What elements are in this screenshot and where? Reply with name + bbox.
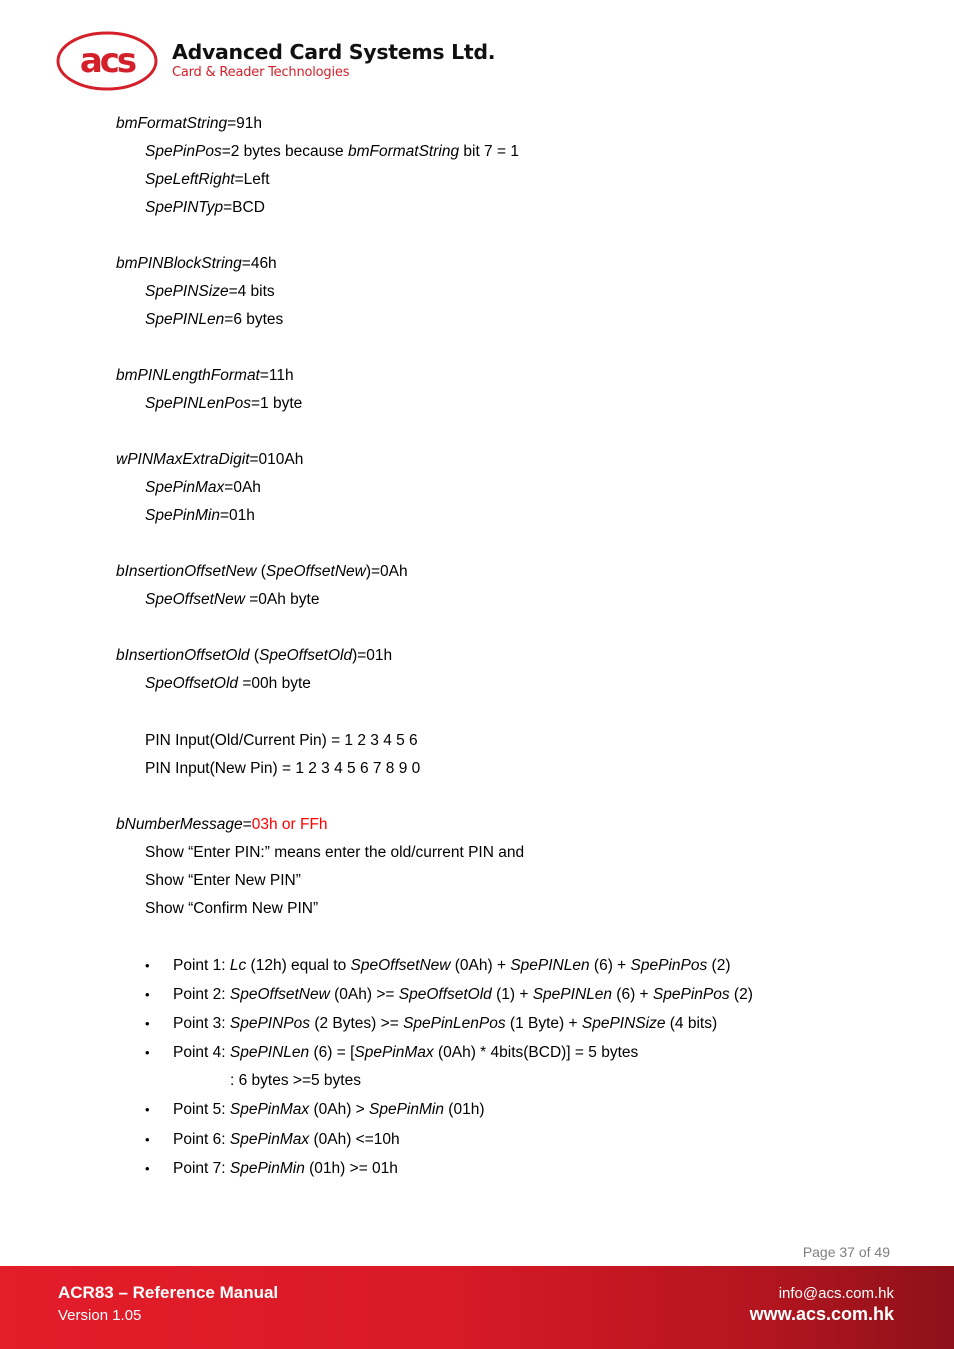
left-right-line: SpeLeftRight=Left — [145, 171, 270, 188]
bullet-icon: • — [145, 958, 150, 973]
show-enter-pin-line: Show “Enter PIN:” means enter the old/current PIN and — [145, 844, 525, 861]
bullet-icon: • — [145, 1161, 150, 1176]
offset-new-line: SpeOffsetNew =0Ah byte — [145, 591, 320, 608]
pin-max-extra-digit-line: wPINMaxExtraDigit=010Ah — [116, 451, 304, 468]
acs-logo — [55, 30, 159, 97]
footer-bar — [0, 1266, 954, 1349]
website-link: www.acs.com.hk — [749, 1304, 894, 1324]
pin-size-line: SpePINSize=4 bits — [145, 283, 275, 300]
contact-email: info@acs.com.hk — [778, 1285, 894, 1302]
pin-max-line: SpePinMax=0Ah — [145, 479, 261, 496]
insertion-offset-new-line: bInsertionOffsetNew (SpeOffsetNew)=0Ah — [116, 563, 408, 580]
pin-len-pos-line: SpePINLenPos=1 byte — [145, 395, 303, 412]
pin-len-line: SpePINLen=6 bytes — [145, 311, 284, 328]
offset-old-line: SpeOffsetOld =00h byte — [145, 675, 311, 692]
pin-pos-line: SpePinPos=2 bytes because bmFormatString bit 7 = 1 — [145, 143, 519, 160]
insertion-offset-old-line: bInsertionOffsetOld (SpeOffsetOld)=01h — [116, 647, 393, 664]
company-tagline: Card & Reader Technologies — [172, 65, 350, 80]
point-2: Point 2: SpeOffsetNew (0Ah) >= SpeOffsetOld (1) + SpePINLen (6) + SpePinPos (2) — [173, 986, 753, 1003]
show-enter-new-pin-line: Show “Enter New PIN” — [145, 872, 301, 889]
point-7: Point 7: SpePinMin (01h) >= 01h — [173, 1160, 398, 1177]
pin-input-new-line: PIN Input(New Pin) = 1 2 3 4 5 6 7 8 9 0 — [145, 760, 421, 777]
point-4: Point 4: SpePINLen (6) = [SpePinMax (0Ah) * 4bits(BCD)] = 5 bytes — [173, 1044, 639, 1061]
point-5: Point 5: SpePinMax (0Ah) > SpePinMin (01h) — [173, 1101, 485, 1118]
pin-block-string-line: bmPINBlockString=46h — [116, 255, 277, 272]
show-confirm-new-pin-line: Show “Confirm New PIN” — [145, 900, 319, 917]
company-branding — [172, 40, 495, 80]
document-version: Version 1.05 — [58, 1307, 142, 1324]
point-4-continuation: : 6 bytes >=5 bytes — [230, 1072, 361, 1089]
pin-min-line: SpePinMin=01h — [145, 507, 255, 524]
logo-text: acs — [79, 41, 135, 81]
format-string-line: bmFormatString=91h — [116, 115, 263, 132]
point-1: Point 1: Lc (12h) equal to SpeOffsetNew (0Ah) + SpePINLen (6) + SpePinPos (2) — [173, 957, 731, 974]
pin-length-format-line: bmPINLengthFormat=11h — [116, 367, 294, 384]
document-title: ACR83 – Reference Manual — [58, 1283, 279, 1302]
pin-input-old-line: PIN Input(Old/Current Pin) = 1 2 3 4 5 6 — [145, 732, 418, 749]
bullet-icon: • — [145, 1132, 150, 1147]
point-6: Point 6: SpePinMax (0Ah) <=10h — [173, 1131, 400, 1148]
bullet-icon: • — [145, 987, 150, 1002]
number-message-line: bNumberMessage=03h or FFh — [116, 816, 328, 833]
company-name: Advanced Card Systems Ltd. — [172, 40, 496, 64]
pin-type-line: SpePINTyp=BCD — [145, 199, 265, 216]
bullet-icon: • — [145, 1016, 150, 1031]
bullet-icon: • — [145, 1045, 150, 1060]
bullet-icon: • — [145, 1102, 150, 1117]
page-number: Page 37 of 49 — [802, 1244, 890, 1260]
point-3: Point 3: SpePINPos (2 Bytes) >= SpePinLenPos (1 Byte) + SpePINSize (4 bits) — [173, 1015, 718, 1032]
